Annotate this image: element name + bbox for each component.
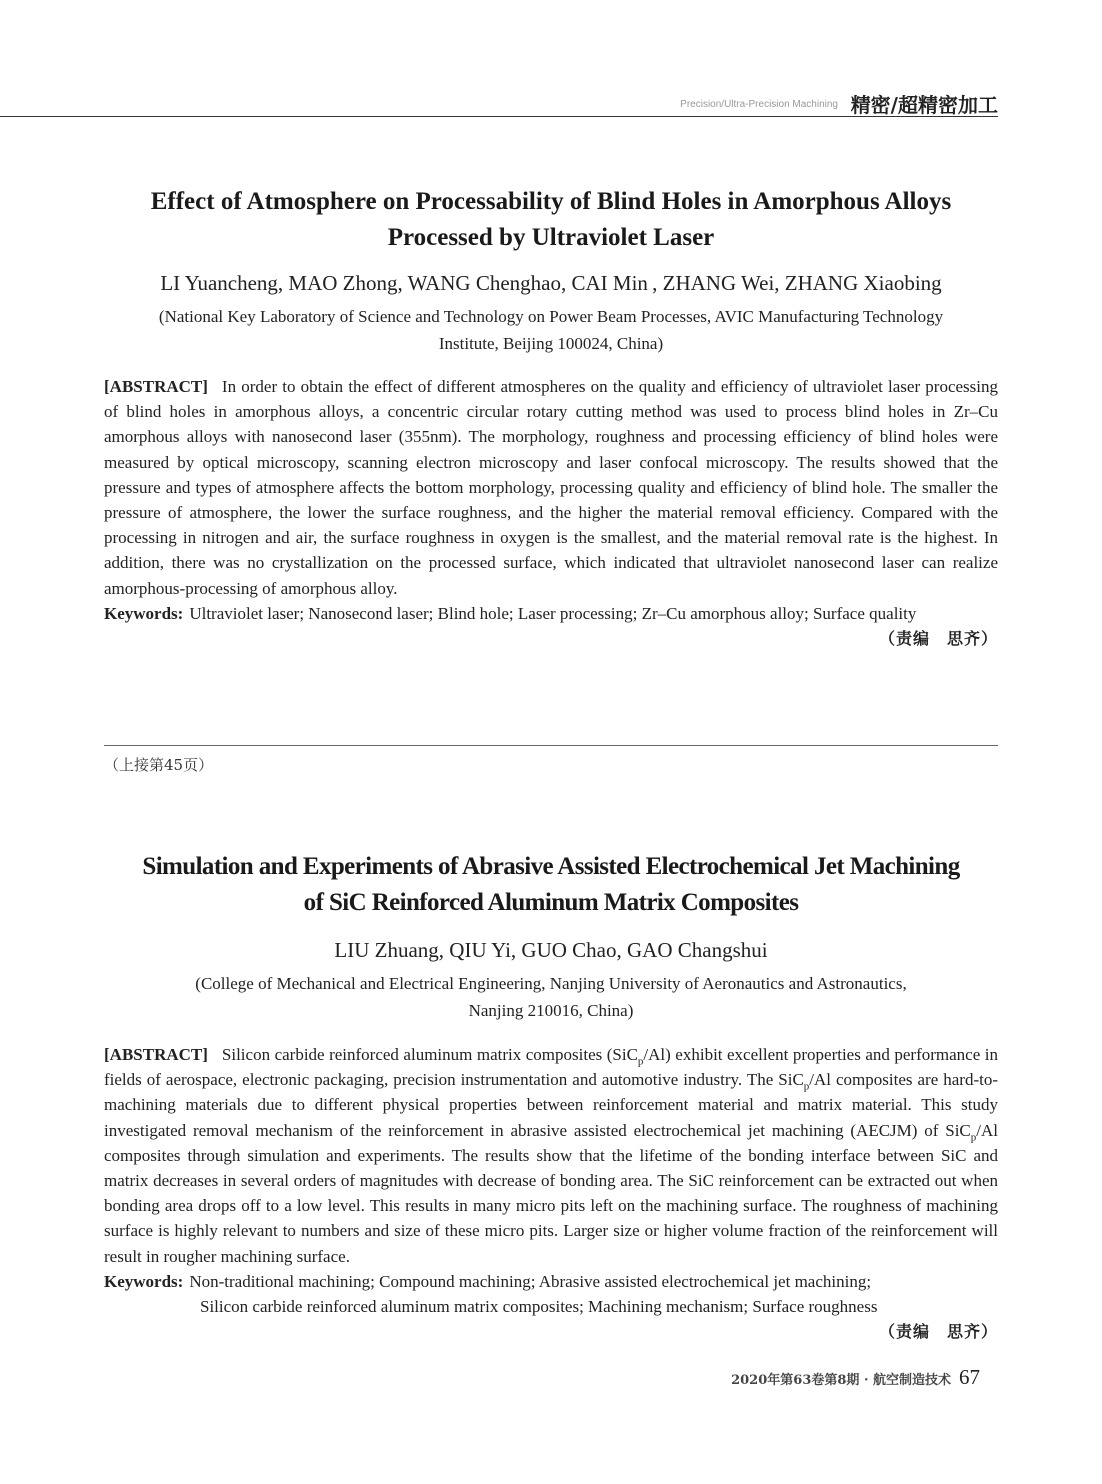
article-2-title: [104, 849, 998, 921]
footer-journal: 2020年第63卷第8期 · 航空制造技术: [731, 1373, 951, 1388]
subscript-p: p: [637, 1055, 644, 1068]
subscript-p: p: [803, 1080, 810, 1093]
article-2: [104, 849, 998, 1342]
page-footer: [731, 1365, 980, 1390]
article-1-affiliation-line2: Institute, Beijing 100024, China): [438, 334, 664, 353]
article-1-keywords: [104, 601, 998, 626]
subscript-p: p: [970, 1131, 977, 1143]
article-2-abstract-part3: /Al composites are hard-to-machining materials due to different physical properties between reinforcement material and matrix material. This study investigated removal mechanism of the reinforcement in abrasive assisted electrochemical jet machining (AECJM) of SiC: [104, 1070, 998, 1140]
article-2-authors: LIU Zhuang, QIU Yi, GUO Chao, GAO Changshui: [334, 938, 768, 962]
header-section-en: Precision/Ultra-Precision Machining: [680, 99, 838, 110]
article-2-affiliation-line2: Nanjing 210016, China): [468, 1001, 634, 1020]
article-2-abstract: [104, 1042, 998, 1269]
article-2-keywords: [104, 1269, 998, 1319]
article-2-title-line1: Simulation and Experiments of Abrasive Assisted Electrochemical Jet Machining: [142, 853, 960, 880]
running-header: [0, 86, 998, 117]
article-2-editor: （责编 思齐）: [878, 1321, 998, 1341]
page-number: 67: [959, 1365, 980, 1389]
article-2-abstract-part1: Silicon carbide reinforced aluminum matrix composites (SiC: [221, 1045, 638, 1064]
article-2-title-line2: of SiC Reinforced Aluminum Matrix Composites: [303, 889, 799, 916]
article-2-affiliation: [104, 970, 998, 1024]
article-2-keywords-line2: Silicon carbide reinforced aluminum matrix composites; Machining mechanism; Surface roughness: [200, 1296, 878, 1316]
article-2-abstract-label: [ABSTRACT]: [104, 1045, 208, 1064]
article-1-keywords-label: Keywords:: [104, 603, 184, 623]
article-1-title-line1: Effect of Atmosphere on Processability of Blind Holes in Amorphous Alloys: [150, 188, 952, 215]
article-1-keywords-text: Ultraviolet laser; Nanosecond laser; Blind hole; Laser processing; Zr–Cu amorphous alloy; Surface quality: [189, 603, 917, 623]
article-1-affiliation: [104, 303, 998, 357]
article-2-keywords-line1: Non-traditional machining; Compound machining; Abrasive assisted electrochemical jet machining;: [189, 1271, 872, 1291]
article-1-title: [104, 184, 998, 256]
section-divider: [104, 745, 998, 746]
article-1: [104, 184, 998, 649]
article-1-authors: LI Yuancheng, MAO Zhong, WANG Chenghao, CAI Min , ZHANG Wei, ZHANG Xiaobing: [160, 271, 942, 295]
header-section-cn: 精密/超精密加工: [850, 93, 998, 117]
article-2-affiliation-line1: (College of Mechanical and Electrical Engineering, Nanjing University of Aeronautics and Astronautics,: [195, 974, 907, 993]
continued-note: （上接第45页）: [104, 756, 214, 774]
article-1-title-line2: Processed by Ultraviolet Laser: [387, 224, 715, 251]
article-2-abstract-part4: /Al composites through simulation and experiments. The results show that the lifetime of the bonding interface between SiC and matrix decreases in several orders of magnitudes with decrease of bonding area. The SiC reinforcement can be extracted out when bonding area drops off to a low level. This results in many micro pits left on the machining surface. The roughness of machining surface is highly relevant to numbers and size of these micro pits. Larger size or higher volume fraction of the reinforcement will result in rougher machining surface.: [104, 1120, 998, 1266]
article-1-editor: （责编 思齐）: [878, 628, 998, 648]
article-1-abstract-text: In order to obtain the effect of different atmospheres on the quality and efficiency of ultraviolet laser processing of blind holes in amorphous alloys, a concentric circular rotary cutting method was used to process blind holes in Zr–Cu amorphous alloys with nanosecond laser (355nm). The morphology, roughness and processing efficiency of blind holes were measured by optical microscopy, scanning electron microscopy and laser confocal microscopy. The results showed that the pressure and types of atmosphere affects the bottom morphology, processing quality and efficiency of blind hole. The smaller the pressure of atmosphere, the lower the surface roughness, and the higher the material removal efficiency. Compared with the processing in nitrogen and air, the surface roughness in oxygen is the smallest, and the material removal rate is the highest. In addition, there was no crystallization on the processed surface, which indicated that ultraviolet nanosecond laser can realize amorphous-processing of amorphous alloy.: [104, 377, 998, 598]
article-1-abstract-label: [ABSTRACT]: [104, 377, 208, 396]
article-2-keywords-label: Keywords:: [104, 1271, 184, 1291]
article-1-affiliation-line1: (National Key Laboratory of Science and Technology on Power Beam Processes, AVIC Manufacturing Technology: [158, 307, 944, 326]
article-2-abstract-part2: /Al) exhibit excellent properties and performance in fields of aerospace, electronic packaging, precision instrumentation and automotive industry. The SiC: [104, 1045, 998, 1090]
article-1-abstract: [104, 374, 998, 601]
